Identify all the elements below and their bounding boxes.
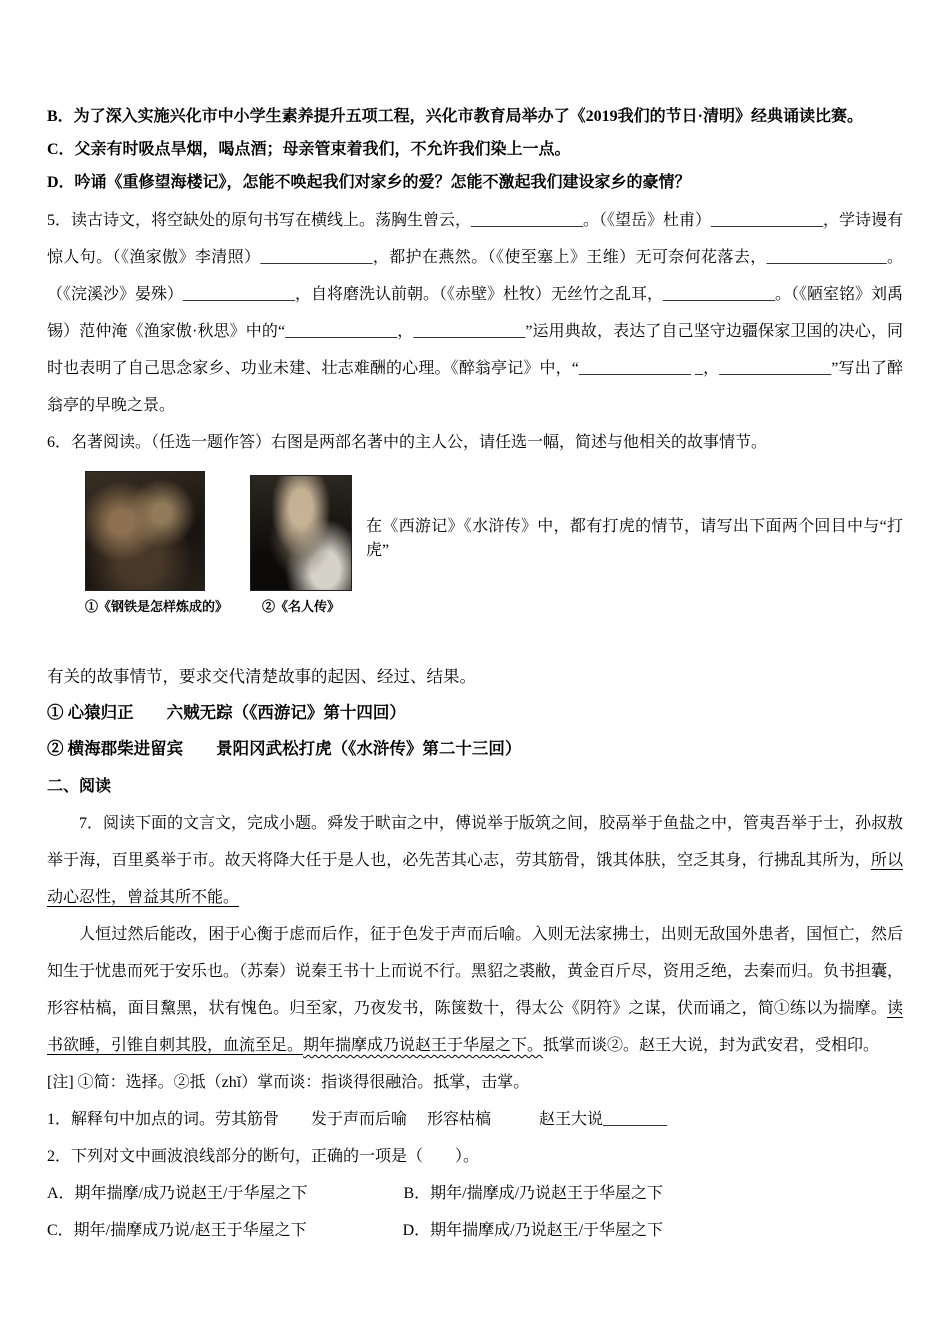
- figure-steel-novel: [85, 471, 228, 615]
- figure-celebrities-novel: [250, 475, 352, 615]
- question-6-side-text: 在《西游记》《水浒传》中，都有打虎的情节，请写出下面两个回目中与“打虎”: [366, 518, 903, 559]
- wavy-underlined-phrase: 期年揣摩成乃说赵王于华屋之下。: [303, 1037, 544, 1054]
- note-line: [注] ①简：选择。②抵（zhǐ）掌而谈：指谈得很融洽。抵掌，击掌。: [47, 1074, 530, 1091]
- classical-text-part-2: 人恒过然后能改，困于心衡于虑而后作，征于色发于声而后喻。入则无法家拂士，出则无敌国外患者，国恒亡，然后知生于忧患而死于安乐也。（苏秦）说秦王书十上而说不行。黑貂之裘敝，黄金百斤尽，资用乏绝，去秦而归。负书担囊，形容枯槁，面目黧黑，状有愧色。归至家，乃夜发书，陈箧数十，得太公《阴符》之谋，伏而诵之，简①练以为揣摩。: [47, 926, 904, 1017]
- underlined-phrase-2: 读书欲睡，引锥自刺其股，血流至足。: [47, 1000, 903, 1054]
- question-5: 5．读古诗文，将空缺处的原句书写在横线上。荡胸生曾云，______________。（《望岳》杜甫）______________，学诗谩有惊人句。（《渔家傲》李清照）______________，都护在燕然。（《使至塞上》王维）无可奈何花落去，_______________。（《浣溪沙》晏殊）______________，自将磨洗认前朝。（《赤壁》杜牧）无丝竹之乱耳，______________。（《陋室铭》刘禹锡）范仲淹《渔家傲·秋思》中的“______________，______________”运用典故，表达了自己坚守边疆保家卫国的决心，同时也表明了自己思念家乡、功业未建、壮志难酬的心理。《醉翁亭记》中，“______________ _，______________”写出了醉翁亭的早晚之景。: [47, 212, 904, 414]
- choice-line-c: C．父亲有时吸点旱烟，喝点酒；母亲管束着我们，不允许我们染上一点。: [47, 141, 571, 158]
- choice-line-b: B．为了深入实施兴化市中小学生素养提升五项工程，兴化市教育局举办了《2019我们的节日·清明》经典诵读比赛。: [47, 108, 864, 125]
- classical-text-part-1: 7．阅读下面的文言文，完成小题。舜发于畎亩之中，傅说举于版筑之间，胶鬲举于鱼盐之中，管夷吾举于士，孙叔敖举于海，百里奚举于市。故天将降大任于是人也，必先苦其心志，劳其筋骨，饿其体肤，空乏其身，行拂乱其所为，: [47, 815, 904, 869]
- section-2-heading: 二、阅读: [47, 778, 112, 795]
- underlined-phrase-1: 所以动心忍性，曾益其所不能。: [47, 852, 903, 906]
- figure-caption-celebrities: ②《名人传》: [262, 599, 341, 614]
- celebrities-novel-photo: [250, 475, 352, 591]
- classical-text-part-3: 抵掌而谈②。赵王大说，封为武安君，受相印。: [543, 1037, 880, 1054]
- question-7-paragraph-1: [47, 805, 903, 916]
- sub-question-1: 1．解释句中加点的词。劳其筋骨 发于声而后喻 形容枯槁 赵王大说________: [47, 1111, 668, 1128]
- question-6-continuation: 有关的故事情节，要求交代清楚故事的起因、经过、结果。: [47, 667, 476, 686]
- choice-line-d: D．吟诵《重修望海楼记》，怎能不唤起我们对家乡的爱？怎能不激起我们建设家乡的豪情？: [47, 174, 691, 191]
- figures-row: [85, 471, 903, 615]
- question-7-paragraph-2: [47, 916, 903, 1064]
- figure-caption-steel: ①《钢铁是怎样炼成的》: [85, 599, 229, 614]
- sub-question-2: 2．下列对文中画波浪线部分的断句，正确的一项是（ ）。: [47, 1148, 480, 1165]
- option-row-cd: C．期年/揣摩成乃说/赵王于华屋之下 D．期年揣摩成/乃说赵王/于华屋之下: [47, 1222, 664, 1239]
- option-row-ab: A．期年揣摩/成乃说赵王/于华屋之下 B．期年/揣摩成/乃说赵王于华屋之下: [47, 1185, 664, 1202]
- question-6-option-2: ② 横海郡柴进留宾 景阳冈武松打虎（《水浒传》第二十三回）: [47, 739, 522, 758]
- question-6-option-1: ① 心猿归正 六贼无踪（《西游记》第十四回）: [47, 703, 406, 722]
- steel-novel-photo: [85, 471, 205, 591]
- question-6-intro: 6．名著阅读。（任选一题作答）右图是两部名著中的主人公，请任选一幅，简述与他相关的故事情节。: [47, 434, 768, 451]
